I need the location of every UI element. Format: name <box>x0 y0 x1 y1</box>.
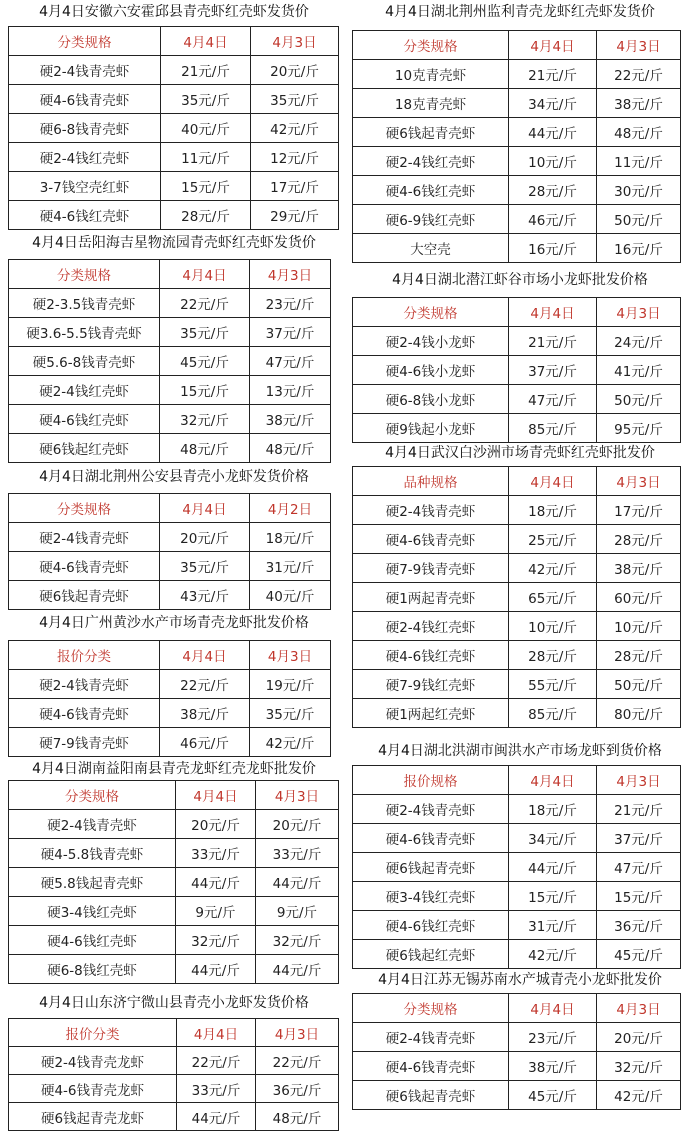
price-cell: 85元/斤 <box>509 699 597 728</box>
price-cell: 28元/斤 <box>597 641 681 670</box>
price-cell: 16元/斤 <box>509 234 597 263</box>
price-cell: 42元/斤 <box>509 554 597 583</box>
column-header: 4月3日 <box>597 31 681 60</box>
price-cell: 21元/斤 <box>509 60 597 89</box>
column-header: 报价分类 <box>9 1019 177 1047</box>
table-row <box>9 143 339 172</box>
price-cell: 17元/斤 <box>597 496 681 525</box>
column-header: 4月2日 <box>250 494 331 523</box>
price-cell: 45元/斤 <box>597 940 681 969</box>
spec-cell: 硬2-4钱青壳虾 <box>9 810 176 839</box>
table-title: 4月4日湖北洪湖市闽洪水产市场龙虾到货价格 <box>378 743 662 759</box>
table-row <box>9 201 339 230</box>
table-row <box>353 1052 681 1081</box>
table-row <box>9 581 331 610</box>
price-cell: 34元/斤 <box>509 89 597 118</box>
price-cell: 19元/斤 <box>250 670 331 699</box>
table-title: 4月4日湖南益阳南县青壳龙虾红壳龙虾批发价 <box>32 761 316 777</box>
price-cell: 36元/斤 <box>256 1075 339 1103</box>
price-table <box>352 765 681 969</box>
table-header-row <box>353 467 681 496</box>
table-title: 4月4日湖北荆州公安县青壳小龙虾发货价格 <box>39 469 309 485</box>
table-row <box>353 795 681 824</box>
price-cell: 28元/斤 <box>161 201 251 230</box>
price-cell: 85元/斤 <box>509 414 597 443</box>
price-cell: 42元/斤 <box>251 114 339 143</box>
price-cell: 35元/斤 <box>250 699 331 728</box>
spec-cell: 硬2-4钱青壳虾 <box>353 795 509 824</box>
price-table <box>8 259 331 463</box>
price-cell: 31元/斤 <box>250 552 331 581</box>
table-row <box>353 147 681 176</box>
price-cell: 10元/斤 <box>509 147 597 176</box>
table-row <box>9 318 331 347</box>
table-row <box>353 853 681 882</box>
table-row <box>353 205 681 234</box>
spec-cell: 硬2-4钱红壳虾 <box>353 147 509 176</box>
price-cell: 44元/斤 <box>256 955 339 984</box>
price-cell: 95元/斤 <box>597 414 681 443</box>
price-cell: 24元/斤 <box>597 327 681 356</box>
spec-cell: 硬4-6钱红壳虾 <box>353 911 509 940</box>
column-header: 4月3日 <box>251 27 339 56</box>
price-cell: 47元/斤 <box>250 347 331 376</box>
spec-cell: 硬7-9钱红壳虾 <box>353 670 509 699</box>
table-row <box>353 1023 681 1052</box>
price-cell: 18元/斤 <box>509 496 597 525</box>
column-header: 报价规格 <box>353 766 509 795</box>
table-header-row <box>9 27 339 56</box>
table-row <box>9 868 339 897</box>
table-header-row <box>9 494 331 523</box>
column-header: 分类规格 <box>353 298 509 327</box>
price-cell: 38元/斤 <box>597 89 681 118</box>
table-header-row <box>9 781 339 810</box>
column-header: 4月4日 <box>509 766 597 795</box>
table-row <box>353 911 681 940</box>
table-header-row <box>353 31 681 60</box>
spec-cell: 硬4-6钱小龙虾 <box>353 356 509 385</box>
price-cell: 33元/斤 <box>177 1075 256 1103</box>
price-cell: 45元/斤 <box>160 347 250 376</box>
spec-cell: 硬5.6-8钱青壳虾 <box>9 347 160 376</box>
price-cell: 47元/斤 <box>597 853 681 882</box>
column-header: 4月4日 <box>509 467 597 496</box>
table-row <box>9 897 339 926</box>
price-cell: 65元/斤 <box>509 583 597 612</box>
spec-cell: 硬4-6钱青壳虾 <box>9 699 160 728</box>
spec-cell: 硬2-4钱青壳虾 <box>9 523 160 552</box>
price-cell: 33元/斤 <box>256 839 339 868</box>
price-cell: 48元/斤 <box>250 434 331 463</box>
table-header-row <box>9 641 331 670</box>
table-row <box>9 434 331 463</box>
price-cell: 44元/斤 <box>176 868 256 897</box>
price-cell: 20元/斤 <box>160 523 250 552</box>
spec-cell: 硬6钱起青壳虾 <box>353 118 509 147</box>
table-row <box>353 612 681 641</box>
column-header: 4月4日 <box>177 1019 256 1047</box>
price-cell: 30元/斤 <box>597 176 681 205</box>
table-row <box>9 839 339 868</box>
column-header: 分类规格 <box>9 260 160 289</box>
price-cell: 41元/斤 <box>597 356 681 385</box>
table-row <box>353 525 681 554</box>
price-cell: 11元/斤 <box>597 147 681 176</box>
table-row <box>9 810 339 839</box>
spec-cell: 硬1两起红壳虾 <box>353 699 509 728</box>
table-title: 4月4日湖北荆州监利青壳龙虾红壳虾发货价 <box>385 4 655 20</box>
price-cell: 22元/斤 <box>160 289 250 318</box>
spec-cell: 硬4-5.8钱青壳虾 <box>9 839 176 868</box>
table-row <box>9 347 331 376</box>
price-cell: 38元/斤 <box>250 405 331 434</box>
price-cell: 44元/斤 <box>256 868 339 897</box>
price-cell: 22元/斤 <box>160 670 250 699</box>
column-header: 4月3日 <box>597 994 681 1023</box>
price-table <box>352 466 681 728</box>
price-cell: 33元/斤 <box>176 839 256 868</box>
price-cell: 32元/斤 <box>597 1052 681 1081</box>
price-cell: 28元/斤 <box>509 176 597 205</box>
price-cell: 47元/斤 <box>509 385 597 414</box>
price-cell: 10元/斤 <box>597 612 681 641</box>
price-table <box>8 1018 339 1131</box>
price-cell: 55元/斤 <box>509 670 597 699</box>
table-row <box>353 89 681 118</box>
spec-cell: 硬3-4钱红壳虾 <box>9 897 176 926</box>
price-cell: 32元/斤 <box>176 926 256 955</box>
price-cell: 28元/斤 <box>597 525 681 554</box>
table-row <box>9 523 331 552</box>
table-row <box>9 670 331 699</box>
price-cell: 43元/斤 <box>160 581 250 610</box>
price-cell: 9元/斤 <box>256 897 339 926</box>
price-cell: 13元/斤 <box>250 376 331 405</box>
spec-cell: 硬4-6钱红壳虾 <box>9 926 176 955</box>
table-title: 4月4日武汉白沙洲市场青壳虾红壳虾批发价 <box>385 445 655 461</box>
price-cell: 20元/斤 <box>251 56 339 85</box>
price-table <box>8 493 331 610</box>
table-row <box>353 940 681 969</box>
price-cell: 38元/斤 <box>597 554 681 583</box>
spec-cell: 硬4-6钱青壳龙虾 <box>9 1075 177 1103</box>
price-cell: 11元/斤 <box>161 143 251 172</box>
price-cell: 40元/斤 <box>161 114 251 143</box>
table-row <box>9 85 339 114</box>
price-table <box>352 297 681 443</box>
table-row <box>353 496 681 525</box>
price-cell: 29元/斤 <box>251 201 339 230</box>
price-cell: 32元/斤 <box>256 926 339 955</box>
spec-cell: 硬6钱起青壳虾 <box>353 853 509 882</box>
price-cell: 31元/斤 <box>509 911 597 940</box>
price-cell: 50元/斤 <box>597 205 681 234</box>
column-header: 4月3日 <box>256 781 339 810</box>
price-cell: 44元/斤 <box>509 118 597 147</box>
price-cell: 45元/斤 <box>509 1081 597 1110</box>
price-cell: 48元/斤 <box>160 434 250 463</box>
table-row <box>353 699 681 728</box>
spec-cell: 硬6钱起青壳虾 <box>9 581 160 610</box>
spec-cell: 硬2-3.5钱青壳虾 <box>9 289 160 318</box>
price-cell: 37元/斤 <box>250 318 331 347</box>
table-row <box>9 405 331 434</box>
table-header-row <box>353 298 681 327</box>
table-row <box>9 699 331 728</box>
price-cell: 48元/斤 <box>597 118 681 147</box>
price-cell: 15元/斤 <box>597 882 681 911</box>
price-cell: 9元/斤 <box>176 897 256 926</box>
price-cell: 38元/斤 <box>509 1052 597 1081</box>
column-header: 分类规格 <box>9 27 161 56</box>
column-header: 分类规格 <box>353 31 509 60</box>
spec-cell: 硬2-4钱青壳龙虾 <box>9 1047 177 1075</box>
price-cell: 35元/斤 <box>160 318 250 347</box>
column-header: 4月4日 <box>509 994 597 1023</box>
table-row <box>353 882 681 911</box>
table-row <box>353 234 681 263</box>
price-cell: 44元/斤 <box>509 853 597 882</box>
column-header: 4月4日 <box>509 31 597 60</box>
table-row <box>353 60 681 89</box>
price-cell: 50元/斤 <box>597 670 681 699</box>
spec-cell: 硬2-4钱红壳虾 <box>9 143 161 172</box>
column-header: 4月3日 <box>256 1019 339 1047</box>
spec-cell: 硬4-6钱红壳虾 <box>353 641 509 670</box>
table-row <box>9 376 331 405</box>
table-title: 4月4日广州黄沙水产市场青壳龙虾批发价格 <box>39 615 309 631</box>
price-cell: 42元/斤 <box>597 1081 681 1110</box>
table-row <box>9 955 339 984</box>
price-cell: 50元/斤 <box>597 385 681 414</box>
spec-cell: 硬4-6钱红壳虾 <box>9 201 161 230</box>
price-table <box>352 30 681 263</box>
table-title: 4月4日江苏无锡苏南水产城青壳小龙虾批发价 <box>378 972 662 988</box>
price-cell: 37元/斤 <box>509 356 597 385</box>
spec-cell: 硬6-8钱红壳虾 <box>9 955 176 984</box>
price-cell: 25元/斤 <box>509 525 597 554</box>
table-row <box>9 1075 339 1103</box>
spec-cell: 硬4-6钱红壳虾 <box>353 176 509 205</box>
spec-cell: 10克青壳虾 <box>353 60 509 89</box>
price-cell: 28元/斤 <box>509 641 597 670</box>
column-header: 4月4日 <box>160 260 250 289</box>
spec-cell: 硬2-4钱红壳虾 <box>9 376 160 405</box>
price-cell: 35元/斤 <box>161 85 251 114</box>
spec-cell: 硬2-4钱小龙虾 <box>353 327 509 356</box>
price-cell: 20元/斤 <box>597 1023 681 1052</box>
price-cell: 44元/斤 <box>177 1103 256 1131</box>
price-cell: 32元/斤 <box>160 405 250 434</box>
spec-cell: 硬4-6钱青壳虾 <box>9 85 161 114</box>
price-cell: 40元/斤 <box>250 581 331 610</box>
spec-cell: 硬6-8钱青壳虾 <box>9 114 161 143</box>
price-cell: 36元/斤 <box>597 911 681 940</box>
table-header-row <box>9 1019 339 1047</box>
price-cell: 23元/斤 <box>509 1023 597 1052</box>
spec-cell: 硬6钱起红壳虾 <box>353 940 509 969</box>
table-row <box>353 118 681 147</box>
table-row <box>353 670 681 699</box>
table-row <box>9 114 339 143</box>
price-cell: 80元/斤 <box>597 699 681 728</box>
table-title: 4月4日岳阳海吉星物流园青壳虾红壳虾发货价 <box>32 235 316 251</box>
price-table <box>8 640 331 757</box>
column-header: 4月3日 <box>250 641 331 670</box>
table-title: 4月4日湖北潜江虾谷市场小龙虾批发价格 <box>392 272 648 288</box>
table-row <box>9 1103 339 1131</box>
table-header-row <box>9 260 331 289</box>
spec-cell: 硬6钱起青壳虾 <box>353 1081 509 1110</box>
spec-cell: 硬9钱起小龙虾 <box>353 414 509 443</box>
column-header: 分类规格 <box>353 994 509 1023</box>
spec-cell: 硬2-4钱红壳虾 <box>353 612 509 641</box>
spec-cell: 硬6-9钱红壳虾 <box>353 205 509 234</box>
price-cell: 34元/斤 <box>509 824 597 853</box>
column-header: 4月3日 <box>597 766 681 795</box>
price-cell: 21元/斤 <box>161 56 251 85</box>
table-row <box>353 356 681 385</box>
table-row <box>9 552 331 581</box>
table-row <box>353 824 681 853</box>
price-table <box>352 993 681 1110</box>
price-cell: 42元/斤 <box>509 940 597 969</box>
table-row <box>9 172 339 201</box>
spec-cell: 硬7-9钱青壳虾 <box>353 554 509 583</box>
spec-cell: 3-7钱空壳红虾 <box>9 172 161 201</box>
price-cell: 17元/斤 <box>251 172 339 201</box>
table-row <box>9 1047 339 1075</box>
spec-cell: 硬6钱起红壳虾 <box>9 434 160 463</box>
price-cell: 35元/斤 <box>160 552 250 581</box>
price-cell: 44元/斤 <box>176 955 256 984</box>
price-cell: 18元/斤 <box>250 523 331 552</box>
spec-cell: 硬7-9钱青壳虾 <box>9 728 160 757</box>
column-header: 4月4日 <box>176 781 256 810</box>
spec-cell: 硬3-4钱红壳虾 <box>353 882 509 911</box>
price-cell: 38元/斤 <box>160 699 250 728</box>
spec-cell: 硬3.6-5.5钱青壳虾 <box>9 318 160 347</box>
column-header: 品种规格 <box>353 467 509 496</box>
spec-cell: 18克青壳虾 <box>353 89 509 118</box>
price-cell: 12元/斤 <box>251 143 339 172</box>
table-row <box>353 583 681 612</box>
price-cell: 15元/斤 <box>161 172 251 201</box>
column-header: 4月4日 <box>160 494 250 523</box>
price-cell: 21元/斤 <box>597 795 681 824</box>
table-row <box>353 327 681 356</box>
table-row <box>353 385 681 414</box>
table-row <box>9 289 331 318</box>
table-row <box>353 176 681 205</box>
table-header-row <box>353 766 681 795</box>
price-cell: 60元/斤 <box>597 583 681 612</box>
spec-cell: 硬4-6钱青壳虾 <box>353 824 509 853</box>
price-cell: 16元/斤 <box>597 234 681 263</box>
price-cell: 22元/斤 <box>597 60 681 89</box>
price-table <box>8 780 339 984</box>
spec-cell: 硬4-6钱红壳虾 <box>9 405 160 434</box>
spec-cell: 硬2-4钱青壳虾 <box>9 670 160 699</box>
table-row <box>353 414 681 443</box>
price-cell: 15元/斤 <box>160 376 250 405</box>
table-row <box>9 926 339 955</box>
spec-cell: 硬5.8钱起青壳虾 <box>9 868 176 897</box>
spec-cell: 硬6-8钱小龙虾 <box>353 385 509 414</box>
column-header: 4月4日 <box>161 27 251 56</box>
price-cell: 22元/斤 <box>177 1047 256 1075</box>
column-header: 4月4日 <box>160 641 250 670</box>
price-cell: 37元/斤 <box>597 824 681 853</box>
price-cell: 35元/斤 <box>251 85 339 114</box>
price-cell: 21元/斤 <box>509 327 597 356</box>
table-row <box>9 56 339 85</box>
price-cell: 42元/斤 <box>250 728 331 757</box>
spec-cell: 硬2-4钱青壳虾 <box>353 1023 509 1052</box>
price-table <box>8 26 339 230</box>
spec-cell: 硬2-4钱青壳虾 <box>9 56 161 85</box>
table-title: 4月4日山东济宁微山县青壳小龙虾发货价格 <box>39 995 309 1011</box>
spec-cell: 硬1两起青壳虾 <box>353 583 509 612</box>
price-cell: 18元/斤 <box>509 795 597 824</box>
spec-cell: 硬4-6钱青壳虾 <box>353 1052 509 1081</box>
column-header: 分类规格 <box>9 781 176 810</box>
table-row <box>9 728 331 757</box>
column-header: 4月4日 <box>509 298 597 327</box>
price-cell: 15元/斤 <box>509 882 597 911</box>
column-header: 4月3日 <box>250 260 331 289</box>
price-cell: 48元/斤 <box>256 1103 339 1131</box>
spec-cell: 大空壳 <box>353 234 509 263</box>
spec-cell: 硬4-6钱青壳虾 <box>353 525 509 554</box>
column-header: 4月3日 <box>597 298 681 327</box>
table-row <box>353 554 681 583</box>
price-cell: 46元/斤 <box>509 205 597 234</box>
table-row <box>353 1081 681 1110</box>
price-cell: 46元/斤 <box>160 728 250 757</box>
price-cell: 10元/斤 <box>509 612 597 641</box>
table-title: 4月4日安徽六安霍邱县青壳虾红壳虾发货价 <box>39 4 309 20</box>
spec-cell: 硬6钱起青壳龙虾 <box>9 1103 177 1131</box>
column-header: 4月3日 <box>597 467 681 496</box>
table-row <box>353 641 681 670</box>
table-header-row <box>353 994 681 1023</box>
spec-cell: 硬4-6钱青壳虾 <box>9 552 160 581</box>
column-header: 分类规格 <box>9 494 160 523</box>
price-cell: 23元/斤 <box>250 289 331 318</box>
price-cell: 22元/斤 <box>256 1047 339 1075</box>
spec-cell: 硬2-4钱青壳虾 <box>353 496 509 525</box>
column-header: 报价分类 <box>9 641 160 670</box>
price-cell: 20元/斤 <box>176 810 256 839</box>
price-cell: 20元/斤 <box>256 810 339 839</box>
